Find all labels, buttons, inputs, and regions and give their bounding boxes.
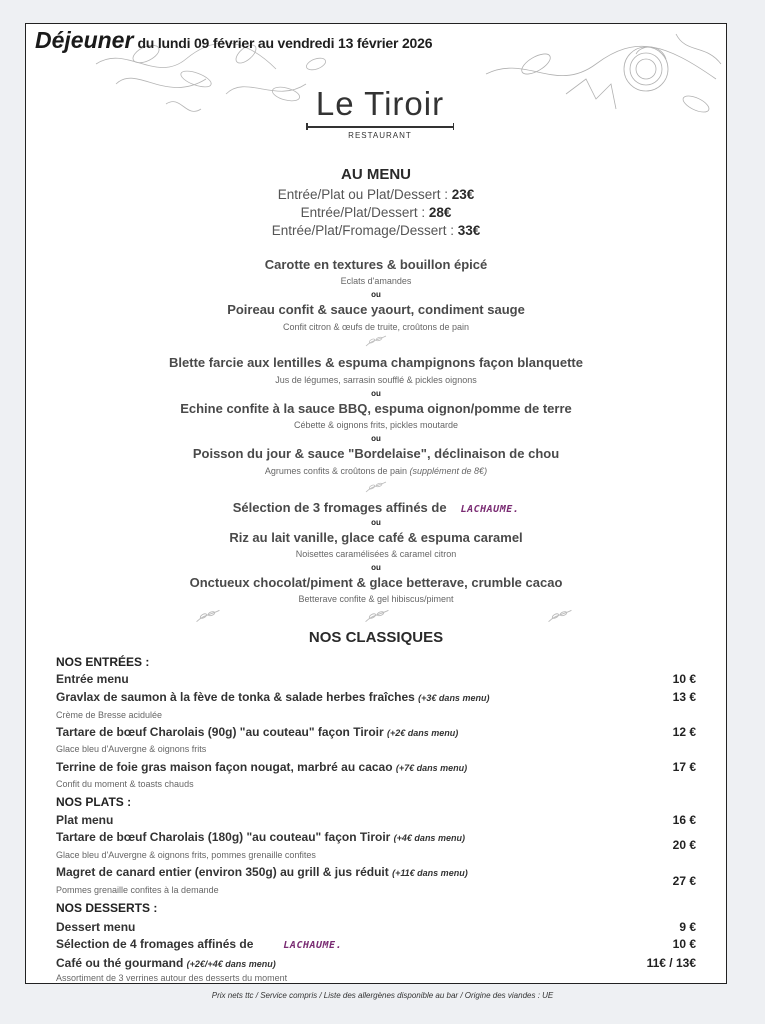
handwritten-lachaume: LACHAUME. — [283, 940, 343, 951]
ou-separator: ou — [371, 389, 381, 398]
dish-name: Poisson du jour & sauce "Bordelaise", déclinaison de chou — [192, 446, 560, 461]
sprig-icon — [364, 480, 388, 494]
list-item: Gravlax de saumon à la fève de tonka & salade herbes fraîches (+3€ dans menu) 13 € — [56, 690, 696, 704]
menu-dates: du lundi 09 février au vendredi 13 février 2026 — [137, 35, 433, 51]
price: 13 € — [672, 690, 696, 704]
sprig-icon — [194, 608, 222, 624]
dish-name: Poireau confit & sauce yaourt, condiment sauge — [227, 302, 525, 317]
list-item: Plat menu 16 € — [56, 813, 696, 827]
list-item: Magret de canard entier (environ 350g) au grill & jus réduit (+11€ dans menu) 27 € — [56, 865, 696, 888]
item-description: Glace bleu d'Auvergne & oignons frits, pommes grenaille confites — [56, 850, 316, 860]
formula-item: Entrée/Plat/Dessert : 28€ — [300, 205, 452, 220]
item-description: Glace bleu d'Auvergne & oignons frits — [56, 744, 207, 754]
dish-name: Echine confite à la sauce BBQ, espuma oignon/pomme de terre — [180, 401, 572, 416]
dish-description: Agrumes confits & croûtons de pain (supplément de 8€) — [264, 466, 488, 476]
handwritten-lachaume: LACHAUME. — [460, 504, 520, 515]
ou-separator: ou — [371, 518, 381, 527]
list-item: Café ou thé gourmand (+2€/+4€ dans menu) 11€ / 13€ — [56, 956, 696, 970]
price: 12 € — [672, 725, 696, 739]
formula-item: Entrée/Plat/Fromage/Dessert : 33€ — [271, 223, 481, 238]
ou-separator: ou — [371, 290, 381, 299]
logo-rule — [306, 126, 454, 128]
list-item: Dessert menu 9 € — [56, 920, 696, 934]
section-label: NOS DESSERTS : — [56, 901, 158, 915]
item-description: Confit du moment & toasts chauds — [56, 779, 194, 789]
dish-name: Carotte en textures & bouillon épicé — [264, 257, 488, 272]
dish-description: Eclats d'amandes — [340, 276, 412, 286]
dish-description: Confit citron & œufs de truite, croûtons de pain — [282, 322, 470, 332]
dish-name: Sélection de 3 fromages affinés de LACHAUME. — [232, 500, 520, 515]
botanical-decoration-icon — [466, 24, 726, 134]
dish-description: Noisettes caramélisées & caramel citron — [295, 549, 457, 559]
price: 10 € — [672, 937, 696, 951]
menu-page — [25, 23, 727, 984]
dish-name: Riz au lait vanille, glace café & espuma caramel — [229, 530, 523, 545]
list-item: Tartare de bœuf Charolais (90g) "au couteau" façon Tiroir (+2€ dans menu) 12 € — [56, 725, 696, 739]
sprig-icon — [363, 608, 391, 624]
sprig-icon — [364, 334, 388, 348]
price: 20 € — [672, 838, 696, 852]
au-menu-title: AU MENU — [341, 166, 411, 183]
list-item: Terrine de foie gras maison façon nougat, marbré au cacao (+7€ dans menu) 17 € — [56, 760, 696, 774]
price: 17 € — [672, 760, 696, 774]
logo-subtitle: RESTAURANT — [348, 130, 412, 140]
sprig-icon — [546, 608, 574, 624]
price: 9 € — [679, 920, 696, 934]
price: 16 € — [672, 813, 696, 827]
dish-name: Blette farcie aux lentilles & espuma champignons façon blanquette — [169, 355, 583, 370]
list-item: Tartare de bœuf Charolais (180g) "au couteau" façon Tiroir (+4€ dans menu) 20 € — [56, 830, 696, 852]
item-description: Crème de Bresse acidulée — [56, 710, 163, 720]
footer-note: Prix nets ttc / Service compris / Liste des allergènes disponible au bar / Origine des viandes : UE — [211, 991, 554, 1000]
dish-description: Cébette & oignons frits, pickles moutarde — [293, 420, 459, 430]
list-item: Entrée menu 10 € — [56, 672, 696, 686]
section-label: NOS ENTRÉES : — [56, 655, 150, 669]
dish-description: Betterave confite & gel hibiscus/piment — [298, 594, 454, 604]
price: 27 € — [672, 874, 696, 888]
item-description: Assortiment de 3 verrines autour des desserts du moment — [56, 973, 288, 983]
dish-description: Jus de légumes, sarrasin soufflé & pickles oignons — [275, 375, 477, 385]
menu-title: Déjeuner — [35, 27, 134, 53]
ou-separator: ou — [371, 563, 381, 572]
list-item: Sélection de 4 fromages affinés de LACHAUME. 10 € — [56, 937, 696, 951]
price: 10 € — [672, 672, 696, 686]
menu-header — [35, 27, 432, 54]
classiques-title: NOS CLASSIQUES — [308, 629, 444, 646]
ou-separator: ou — [371, 434, 381, 443]
price: 11€ / 13€ — [646, 956, 696, 970]
section-label: NOS PLATS : — [56, 795, 132, 809]
logo-name: Le Tiroir — [315, 85, 445, 122]
item-description: Pommes grenaille confites à la demande — [56, 885, 219, 895]
dish-name: Onctueux chocolat/piment & glace betterave, crumble cacao — [189, 575, 563, 590]
formula-item: Entrée/Plat ou Plat/Dessert : 23€ — [277, 187, 475, 202]
restaurant-logo — [306, 84, 454, 140]
